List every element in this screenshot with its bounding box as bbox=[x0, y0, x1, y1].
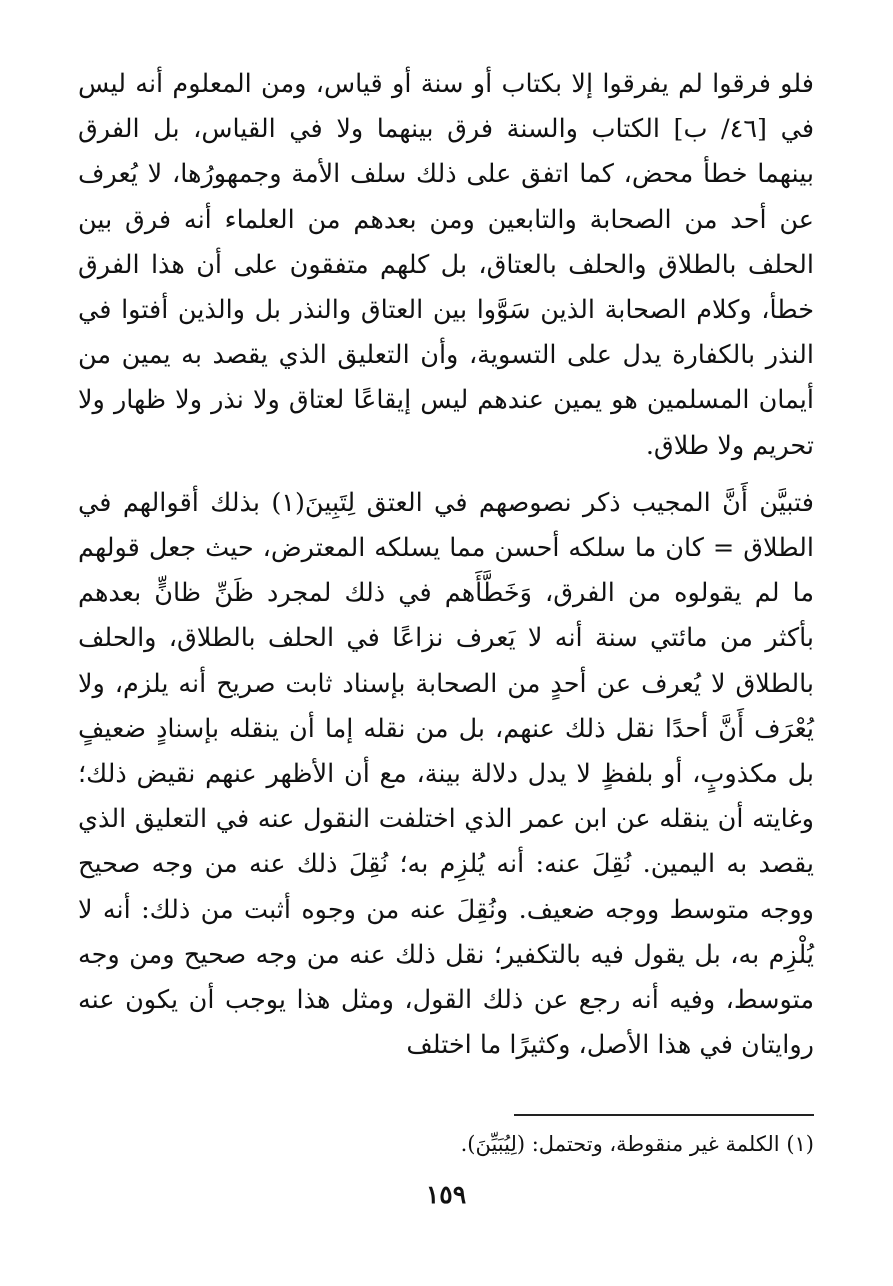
book-page bbox=[78, 62, 814, 1242]
footnote-divider bbox=[514, 1114, 814, 1116]
page-number: ١٥٩ bbox=[425, 1180, 467, 1209]
paragraph-1: فلو فرقوا لم يفرقوا إلا بكتاب أو سنة أو قياس، ومن المعلوم أنه ليس في [٤٦/ ب] الكتاب والسنة فرق بينهما ولا في القياس، بل الفرق بينهما خطأ محض، كما اتفق على ذلك سلف الأمة وجمهورُها، لا يُعرف عن أحد من الصحابة والتابعين ومن بعدهم من العلماء أنه فرق بين الحلف بالطلاق والحلف بالعتاق، بل كلهم متفقون على أن هذا الفرق خطأ، وكلام الصحابة الذين سَوَّوا بين العتاق والنذر بل والذين أفتوا في النذر بالكفارة يدل على التسوية، وأن التعليق الذي يقصد به يمين من أيمان المسلمين هو يمين عندهم ليس إيقاعًا لعتاق ولا نذر ولا ظهار ولا تحريم ولا طلاق. bbox=[78, 69, 815, 461]
paragraph-2: فتبيَّن أَنَّ المجيب ذكر نصوصهم في العتق لِتَبِينَ(١) بذلك أقوالهم في الطلاق = كان ما سلكه أحسن مما يسلكه المعترض، حيث جعل قولهم ما لم يقولوه من الفرق، وَخَطَّأَهم في ذلك لمجرد ظَنِّ ظانٍّ بعدهم بأكثر من مائتي سنة أنه لا يَعرف نزاعًا في الحلف بالطلاق، والحلف بالطلاق لا يُعرف عن أحدٍ من الصحابة بإسناد ثابت صريح أنه يلزم، ولا يُعْرَف أَنَّ أحدًا نقل ذلك عنهم، بل من نقله إما أن ينقله بإسنادٍ ضعيفٍ بل مكذوبٍ، أو بلفظٍ لا يدل دلالة بينة، مع أن الأظهر عنهم نقيض ذلك؛ وغايته أن ينقله عن ابن عمر الذي اختلفت النقول عنه في التعليق الذي يقصد به اليمين. نُقِلَ عنه: أنه يُلزِم به؛ نُقِلَ ذلك عنه من وجه صحيح ووجه متوسط ووجه ضعيف. ونُقِلَ عنه من وجوه أثبت من ذلك: أنه لا يُلْزِم به، بل يقول فيه بالتكفير؛ نقل ذلك عنه من وجه صحيح ومن وجه متوسط، وفيه أنه رجع عن ذلك القول، ومثل هذا يوجب أن يكون عنه روايتان في هذا الأصل، وكثيرًا ما اختلف bbox=[78, 487, 814, 1061]
footnote: (١) الكلمة غير منقوطة، وتحتمل: (لِيُبَيِّنَ). bbox=[460, 1132, 814, 1156]
